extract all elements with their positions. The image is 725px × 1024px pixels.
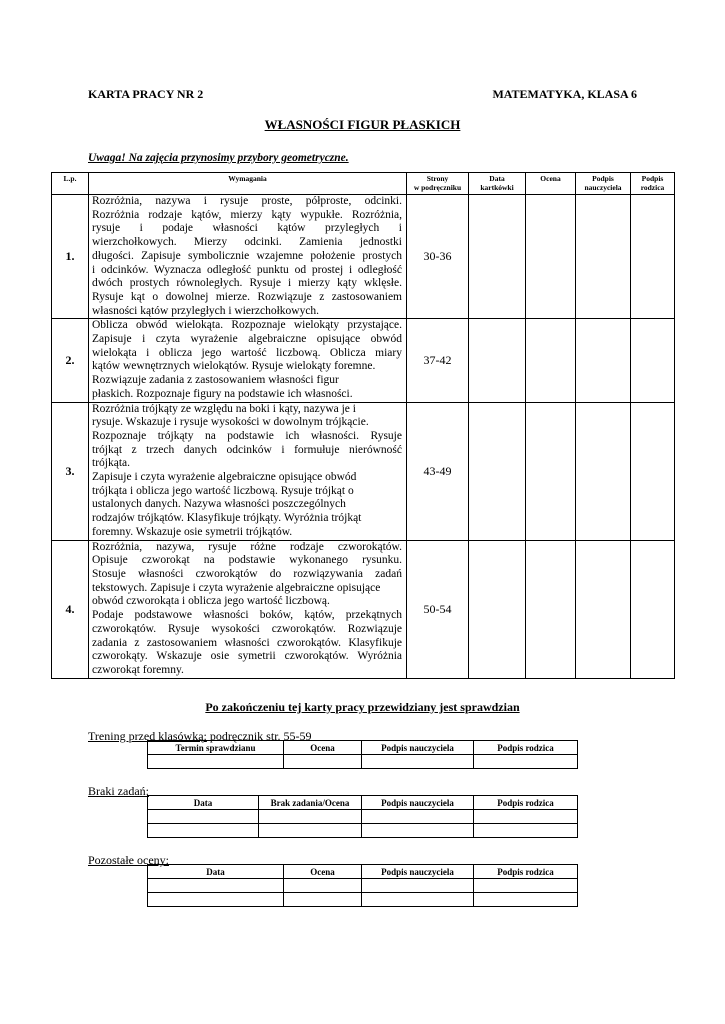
header-cell: Podpis rodzica bbox=[474, 796, 578, 810]
cell bbox=[284, 893, 362, 907]
req-line: czworokąt foremny. bbox=[92, 663, 184, 676]
cell bbox=[362, 893, 474, 907]
header-strony-line1: Strony bbox=[426, 174, 449, 183]
req-line: długości. Zapisuje symbolicznie wzajemne położenie prostych bbox=[92, 249, 402, 262]
pozostale-label-text: Pozostałe oceny: bbox=[88, 853, 169, 867]
table-row bbox=[148, 755, 578, 769]
page-title: WŁASNOŚCI FIGUR PŁASKICH bbox=[264, 117, 461, 132]
note: Uwaga! Na zajęcia przynosimy przybory geometryczne. bbox=[88, 152, 349, 164]
cell bbox=[474, 879, 578, 893]
requirements-cell bbox=[89, 402, 407, 540]
worksheet-number: KARTA PRACY NR 2 bbox=[88, 87, 204, 101]
req-line: Oblicza obwód wielokąta. Rozpoznaje wielokąty przystające. bbox=[92, 319, 402, 332]
table-header-row bbox=[148, 865, 578, 879]
braki-label-text: Braki zadań: bbox=[88, 784, 149, 798]
req-line: trójkąta. bbox=[92, 457, 130, 470]
grade-cell bbox=[526, 540, 576, 678]
parent-signature-cell bbox=[631, 195, 675, 319]
req-line: własności kątów przyległych i wierzchołkowych. bbox=[92, 304, 320, 317]
cell bbox=[474, 893, 578, 907]
req-line: Rozróżnia, nazywa, rysuje różne rodzaje czworokątów. bbox=[92, 540, 402, 553]
req-line: trójkąta i oblicza jego wartość liczbową. Rysuje trójkąt o bbox=[92, 484, 354, 497]
table-row bbox=[52, 402, 675, 540]
subject-class: MATEMATYKA, KLASA 6 bbox=[492, 87, 637, 101]
cell bbox=[474, 810, 578, 824]
requirements-table bbox=[51, 172, 675, 679]
cell bbox=[284, 755, 362, 769]
cell bbox=[148, 879, 284, 893]
header-ocena: Ocena bbox=[526, 173, 576, 195]
table-row bbox=[52, 540, 675, 678]
req-line: rysuje. Wskazuje i rysuje wysokości w dowolnym trójkącie. bbox=[92, 416, 369, 429]
requirements-cell bbox=[89, 319, 407, 402]
cell bbox=[362, 824, 474, 838]
braki-table bbox=[147, 795, 578, 838]
req-line: wierzchołkowych. Mierzy odcinki. Zamienia jednostki bbox=[92, 236, 402, 249]
header-podpis-r-line1: Podpis bbox=[641, 174, 664, 183]
req-line: Rozróżnia trójkąty ze względu na boki i kąty, nazywa je i bbox=[92, 402, 356, 415]
table-row bbox=[148, 810, 578, 824]
header-cell: Termin sprawdzianu bbox=[148, 741, 284, 755]
table-header-row bbox=[148, 796, 578, 810]
header-lp: L.p. bbox=[52, 173, 89, 195]
cell bbox=[362, 810, 474, 824]
parent-signature-cell bbox=[631, 540, 675, 678]
requirements-cell bbox=[89, 195, 407, 319]
pages-cell: 50-54 bbox=[407, 540, 469, 678]
cell bbox=[362, 755, 474, 769]
teacher-signature-cell bbox=[576, 540, 631, 678]
req-line: Zapisuje i czyta wyrażenie algebraiczne opisujące obwód bbox=[92, 471, 357, 484]
row-number: 2. bbox=[52, 319, 89, 402]
req-line: Opisuje czworokąt na podstawie wykonanego rysunku. bbox=[92, 554, 402, 567]
test-announcement: Po zakończeniu tej karty pracy przewidziany jest sprawdzian bbox=[205, 700, 520, 714]
req-line: rysuje i podaje własności kątów przyległych i bbox=[92, 222, 402, 235]
trening-label-rest: podręcznik str. 55-59 bbox=[206, 729, 312, 743]
req-line: płaskich. Rozpoznaje figury na podstawie ich własności. bbox=[92, 387, 353, 400]
req-line: Stosuje własności czworokątów do rozwiązywania zadań bbox=[92, 567, 402, 580]
header-cell: Data bbox=[148, 796, 259, 810]
cell bbox=[284, 879, 362, 893]
req-line: Rozróżnia, nazywa i rysuje proste, półproste, odcinki. bbox=[92, 195, 402, 207]
date-cell bbox=[469, 319, 526, 402]
req-line: rodzajów trójkątów. Klasyfikuje trójkąty. Wyróżnia trójkąt bbox=[92, 512, 362, 525]
date-cell bbox=[469, 402, 526, 540]
teacher-signature-cell bbox=[576, 195, 631, 319]
pozostale-table bbox=[147, 864, 578, 907]
header-data bbox=[469, 173, 526, 195]
header-cell: Data bbox=[148, 865, 284, 879]
req-line: wielokąta i oblicza jego wartość liczbową. Oblicza miary bbox=[92, 346, 402, 359]
teacher-signature-cell bbox=[576, 402, 631, 540]
table-row bbox=[148, 893, 578, 907]
braki-label bbox=[88, 784, 149, 799]
req-line: ustalonych danych. Nazywa własności poszczególnych bbox=[92, 498, 346, 511]
header-strony bbox=[407, 173, 469, 195]
grade-cell bbox=[526, 319, 576, 402]
trening-label-underlined: Trening przed klasówką: bbox=[88, 729, 207, 743]
req-line: Zapisuje i czyta wyrażenie algebraiczne opisujące obwód bbox=[92, 333, 402, 346]
req-line: kątów wewnętrznych wielokątów. Rysuje wielokąty foremne. bbox=[92, 360, 376, 373]
trening-table bbox=[147, 740, 578, 769]
row-number: 4. bbox=[52, 540, 89, 678]
req-line: Rozpoznaje trójkąty na podstawie ich własności. Rysuje bbox=[92, 429, 402, 442]
header-podpis-n-line2: nauczyciela bbox=[584, 183, 622, 192]
req-line: Rysuje kąt o dowolnej mierze. Rozwiązuje z zastosowaniem bbox=[92, 290, 402, 303]
cell bbox=[474, 824, 578, 838]
req-line: Rozwiązuje zadania z zastosowaniem własności figur bbox=[92, 374, 339, 387]
pages-cell: 30-36 bbox=[407, 195, 469, 319]
req-line: Rozróżnia rodzaje kątów, mierzy kąty wypukłe. Rozróżnia, bbox=[92, 208, 402, 221]
table-header-row bbox=[52, 173, 675, 195]
cell bbox=[148, 755, 284, 769]
date-cell bbox=[469, 195, 526, 319]
cell bbox=[474, 755, 578, 769]
header-podpis-n-line1: Podpis bbox=[592, 174, 614, 183]
header-data-line1: Data bbox=[489, 174, 505, 183]
req-line: dwóch prostych równoległych. Rysuje i mierzy kąty wklęsłe. bbox=[92, 277, 402, 290]
header-wymagania: Wymagania bbox=[89, 173, 407, 195]
req-line: Podaje podstawowe własności boków, kątów, przekątnych bbox=[92, 609, 402, 622]
req-line: i odcinków. Wyznacza odległość punktu od prostej i odległość bbox=[92, 263, 402, 276]
req-line: trójkąt z trzech danych odcinków i formułuje nierówność bbox=[92, 443, 402, 456]
header-cell: Podpis nauczyciela bbox=[362, 796, 474, 810]
req-line: czworokątów. Rysuje wysokości czworokątów. Rozwiązuje bbox=[92, 622, 402, 635]
grade-cell bbox=[526, 195, 576, 319]
req-line: czworokąty. Wskazuje osie symetrii czworokątów. Wyróżnia bbox=[92, 650, 402, 663]
row-number: 3. bbox=[52, 402, 89, 540]
header-cell: Podpis rodzica bbox=[474, 741, 578, 755]
parent-signature-cell bbox=[631, 402, 675, 540]
header-cell: Brak zadania/Ocena bbox=[259, 796, 362, 810]
date-cell bbox=[469, 540, 526, 678]
parent-signature-cell bbox=[631, 319, 675, 402]
table-header-row bbox=[148, 741, 578, 755]
table-row bbox=[52, 195, 675, 319]
header-podpis-rodzica bbox=[631, 173, 675, 195]
header-cell: Podpis rodzica bbox=[474, 865, 578, 879]
cell bbox=[148, 893, 284, 907]
header-cell: Ocena bbox=[284, 865, 362, 879]
row-number: 1. bbox=[52, 195, 89, 319]
req-line: tekstowych. Zapisuje i czyta wyrażenie algebraiczne opisujące bbox=[92, 581, 381, 594]
pages-cell: 43-49 bbox=[407, 402, 469, 540]
cell bbox=[362, 879, 474, 893]
header-cell: Podpis nauczyciela bbox=[362, 865, 474, 879]
requirements-cell bbox=[89, 540, 407, 678]
table-row bbox=[148, 879, 578, 893]
header-cell: Ocena bbox=[284, 741, 362, 755]
header-podpis-r-line2: rodzica bbox=[640, 183, 665, 192]
cell bbox=[259, 824, 362, 838]
cell bbox=[259, 810, 362, 824]
teacher-signature-cell bbox=[576, 319, 631, 402]
grade-cell bbox=[526, 402, 576, 540]
cell bbox=[148, 824, 259, 838]
header-cell: Podpis nauczyciela bbox=[362, 741, 474, 755]
req-line: zadania z zastosowaniem własności czworokątów. Klasyfikuje bbox=[92, 636, 402, 649]
header-data-line2: kartkówki bbox=[480, 183, 514, 192]
header-podpis-nauczyciela bbox=[576, 173, 631, 195]
pages-cell: 37-42 bbox=[407, 319, 469, 402]
req-line: obwód czworokąta i oblicza jego wartość liczbową. bbox=[92, 595, 330, 608]
req-line: foremny. Wskazuje osie symetrii trójkątów. bbox=[92, 525, 293, 538]
cell bbox=[148, 810, 259, 824]
table-row bbox=[52, 319, 675, 402]
header-strony-line2: w podręczniku bbox=[413, 183, 462, 192]
table-row bbox=[148, 824, 578, 838]
